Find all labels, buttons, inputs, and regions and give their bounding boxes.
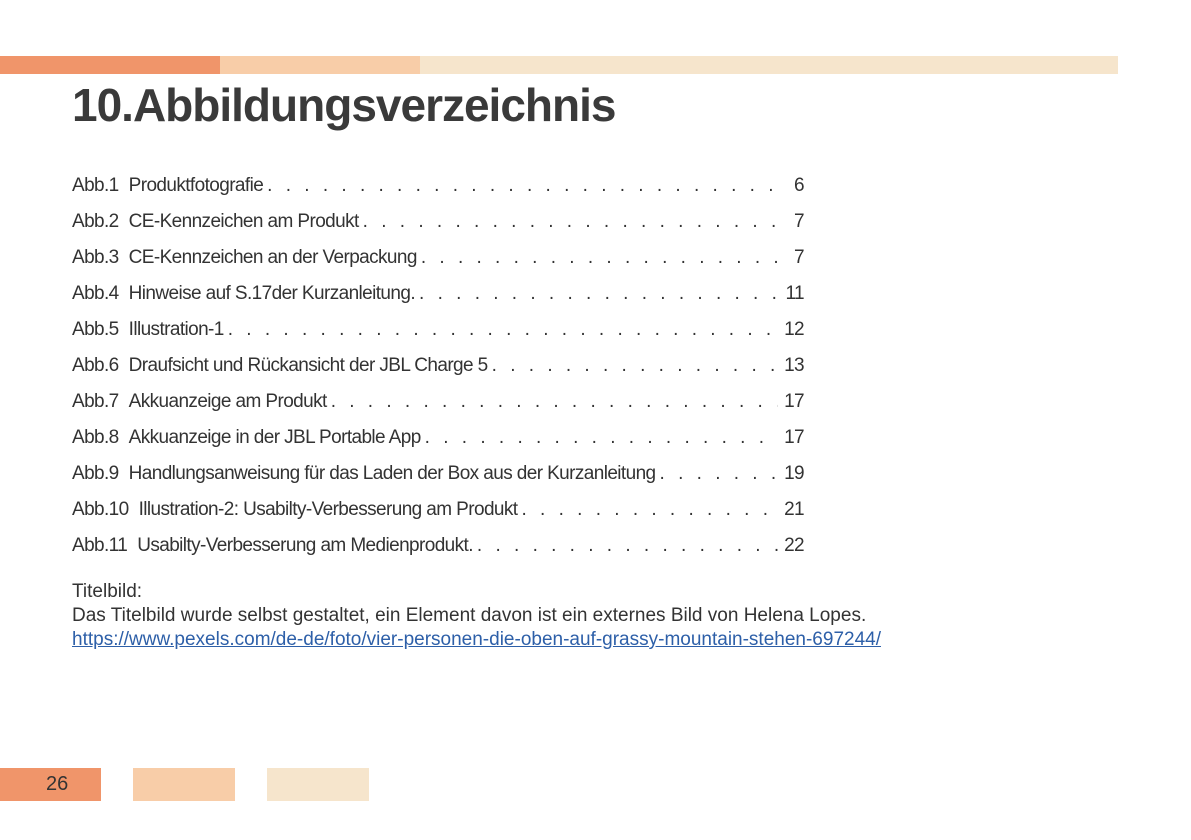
toc-entry[interactable] [72, 528, 804, 564]
dot-leader [492, 348, 778, 384]
page-ref: 13 [784, 355, 804, 376]
dot-leader [228, 312, 778, 348]
page-ref: 17 [784, 427, 804, 448]
figure-label: CE-Kennzeichen am Produkt [128, 211, 359, 232]
figure-number: Abb.5 [72, 319, 119, 340]
figure-label: Produktfotografie [128, 175, 264, 196]
dot-leader [363, 204, 778, 240]
figure-label: CE-Kennzeichen an der Verpackung [128, 247, 417, 268]
figure-number: Abb.11 [72, 535, 128, 556]
header-bar-light [420, 56, 1118, 74]
page-ref: 6 [794, 175, 804, 196]
figure-number: Abb.8 [72, 427, 119, 448]
toc-entry[interactable] [72, 168, 804, 204]
toc-entry[interactable] [72, 384, 804, 420]
figure-label: Akkuanzeige am Produkt [128, 391, 327, 412]
page-ref: 12 [784, 319, 804, 340]
figure-number: Abb.3 [72, 247, 119, 268]
dot-leader [521, 492, 778, 528]
toc-entry[interactable] [72, 420, 804, 456]
dot-leader [660, 456, 778, 492]
page-ref: 7 [794, 247, 804, 268]
title-image-note [72, 580, 881, 652]
figure-index [72, 168, 804, 564]
figure-number: Abb.9 [72, 463, 119, 484]
figure-number: Abb.6 [72, 355, 119, 376]
toc-entry[interactable] [72, 240, 804, 276]
toc-entry[interactable] [72, 276, 804, 312]
page-ref: 7 [794, 211, 804, 232]
page-ref: 21 [784, 499, 804, 520]
page-ref: 22 [784, 535, 804, 556]
figure-label: Hinweise auf S.17der Kurzanleitung. [128, 283, 416, 304]
page-ref: 11 [785, 283, 804, 304]
figure-number: Abb.2 [72, 211, 119, 232]
footer-box-mid [133, 768, 235, 801]
figure-label: Usabilty-Verbesserung am Medienprodukt. [137, 535, 473, 556]
figure-number: Abb.7 [72, 391, 119, 412]
page-ref: 17 [784, 391, 804, 412]
figure-label: Illustration-2: Usabilty-Verbesserung am Produkt [138, 499, 518, 520]
page-number: 26 [46, 773, 69, 795]
toc-entry[interactable] [72, 312, 804, 348]
dot-leader [267, 168, 778, 204]
toc-entry[interactable] [72, 348, 804, 384]
source-link[interactable]: https://www.pexels.com/de-de/foto/vier-personen-die-oben-auf-grassy-mountain-stehen-697244/ [72, 629, 881, 650]
header-bar-mid [220, 56, 420, 74]
toc-entry[interactable] [72, 492, 804, 528]
figure-label: Illustration-1 [128, 319, 224, 340]
dot-leader [419, 276, 778, 312]
dot-leader [421, 240, 778, 276]
figure-number: Abb.1 [72, 175, 119, 196]
figure-label: Handlungsanweisung für das Laden der Box aus der Kurzanleitung [128, 463, 656, 484]
header-bar-dark [0, 56, 220, 74]
note-text: Das Titelbild wurde selbst gestaltet, ein Element davon ist ein externes Bild von Helena Lopes. [72, 605, 867, 626]
page-ref: 19 [784, 463, 804, 484]
dot-leader [425, 420, 778, 456]
dot-leader [331, 384, 778, 420]
figure-label: Draufsicht und Rückansicht der JBL Charge 5 [128, 355, 488, 376]
page-title: 10.Abbildungsverzeichnis [72, 79, 616, 131]
figure-number: Abb.4 [72, 283, 119, 304]
toc-entry[interactable] [72, 456, 804, 492]
footer-box-light [267, 768, 369, 801]
note-heading: Titelbild: [72, 581, 143, 602]
figure-number: Abb.10 [72, 499, 129, 520]
dot-leader [477, 528, 778, 564]
toc-entry[interactable] [72, 204, 804, 240]
figure-label: Akkuanzeige in der JBL Portable App [128, 427, 421, 448]
